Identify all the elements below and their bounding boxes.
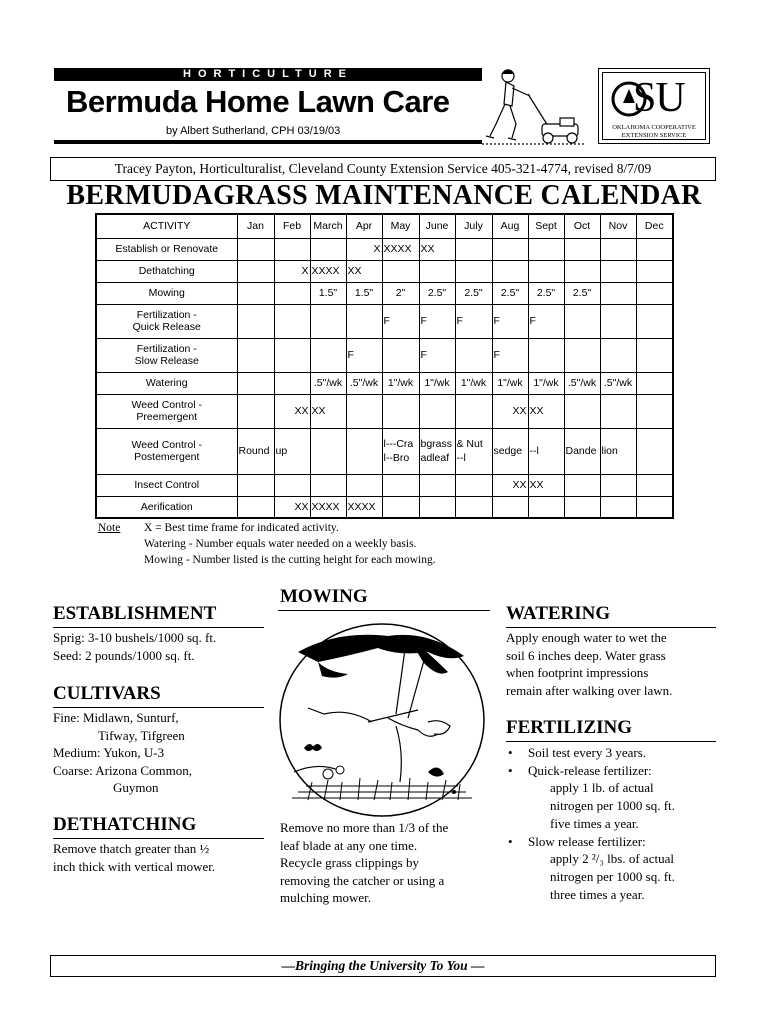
author-line: Tracey Payton, Horticulturalist, Cleveland County Extension Service 405-321-4774, revised 8/7/09: [50, 157, 716, 181]
table-cell: [310, 428, 346, 474]
table-cell: [564, 474, 600, 496]
table-cell: [636, 260, 673, 282]
table-cell: [636, 496, 673, 518]
table-cell: [600, 394, 636, 428]
cultivars-rule: [53, 707, 264, 708]
document-title: Bermuda Home Lawn Care: [66, 84, 450, 119]
activity-label-line: Aerification: [140, 500, 193, 513]
table-row: [96, 304, 673, 338]
table-cell: F: [419, 304, 455, 338]
byline: by Albert Sutherland, CPH 03/19/03: [166, 125, 341, 137]
activity-label-line: Fertilization -: [136, 309, 197, 321]
activity-cell: [96, 338, 237, 372]
table-cell: XXXX: [310, 496, 346, 518]
table-cell: [237, 474, 274, 496]
table-cell-part: adleaf: [420, 452, 450, 464]
calendar-title: BERMUDAGRASS MAINTENANCE CALENDAR: [66, 180, 702, 211]
table-cell: 2.5": [492, 282, 528, 304]
activity-cell: [96, 304, 237, 338]
cultivars-fine-cont: Tifway, Tifgreen: [98, 727, 185, 743]
table-cell: XX: [346, 260, 382, 282]
table-cell-part: l---Cra: [383, 438, 414, 450]
table-cell: [237, 304, 274, 338]
section-label-bar: HORTICULTURE: [54, 68, 482, 81]
table-cell: [564, 238, 600, 260]
table-cell: F: [528, 304, 564, 338]
table-cell: [528, 238, 564, 260]
table-cell: X: [346, 238, 382, 260]
title-rule: [54, 140, 482, 144]
table-cell: [419, 394, 455, 428]
cultivars-medium: Medium: Yukon, U-3: [53, 745, 165, 760]
table-cell: up: [274, 428, 310, 474]
table-cell: [237, 496, 274, 518]
activity-label-line: Insect Control: [134, 479, 200, 491]
cultivars-fine: Fine: Midlawn, Sunturf,: [53, 710, 179, 725]
table-cell: [636, 304, 673, 338]
activity-cell: [96, 496, 237, 518]
table-cell: [455, 338, 492, 372]
mowing-line-3: Recycle grass clippings by: [280, 855, 419, 870]
table-cell: XX: [274, 496, 310, 518]
table-cell: [636, 372, 673, 394]
column-header-nov: Nov: [600, 214, 636, 238]
fertilizing-item-quick-release: • Quick-release fertilizer: apply 1 lb. of actual nitrogen per 1000 sq. ft. five times a year.: [508, 762, 675, 831]
watering-text: [506, 629, 672, 699]
watering-heading: WATERING: [506, 603, 611, 624]
table-cell: [419, 260, 455, 282]
table-cell: [564, 304, 600, 338]
table-cell: [419, 474, 455, 496]
bullet-icon: •: [508, 762, 513, 778]
table-cell: .5"/wk: [310, 372, 346, 394]
table-cell: 2.5": [564, 282, 600, 304]
mowing-line-4: removing the catcher or using a: [280, 872, 445, 888]
table-cell: [274, 282, 310, 304]
activity-label-line: Establish or Renovate: [115, 243, 219, 255]
table-cell: --l: [528, 428, 564, 474]
table-cell: Round: [237, 428, 274, 474]
dethatching-line-2: inch thick with vertical mower.: [53, 858, 216, 874]
table-row: [96, 238, 673, 260]
logo-line-1: OKLAHOMA COOPERATIVE: [612, 124, 696, 131]
mowing-heading: MOWING: [280, 586, 368, 607]
table-cell: [600, 304, 636, 338]
maintenance-calendar-table: [95, 213, 674, 519]
table-cell: 1"/wk: [492, 372, 528, 394]
bullet-icon: •: [508, 745, 513, 760]
table-cell: XXXX: [382, 238, 419, 260]
table-cell: [237, 394, 274, 428]
table-cell: [600, 496, 636, 518]
table-cell: [237, 338, 274, 372]
table-cell-part: & Nut: [456, 438, 483, 450]
table-cell: [455, 428, 492, 474]
column-header-sept: Sept: [528, 214, 564, 238]
cultivars-coarse-cont: Guymon: [113, 780, 159, 795]
mowing-text: [280, 819, 448, 907]
table-cell: [492, 496, 528, 518]
table-cell: [382, 260, 419, 282]
column-header-feb: Feb: [274, 214, 310, 238]
watering-line-2: soil 6 inches deep. Water grass: [506, 647, 666, 663]
table-row: [96, 338, 673, 372]
table-row: [96, 372, 673, 394]
mowing-rule: [278, 610, 490, 611]
logo-letters: SU: [633, 75, 685, 121]
dethatching-heading: DETHATCHING: [53, 814, 197, 835]
table-cell: [600, 338, 636, 372]
watering-rule: [506, 627, 716, 628]
girl-on-swing-illustration: [278, 622, 486, 818]
table-cell: XX: [528, 394, 564, 428]
table-cell: [600, 238, 636, 260]
dethatching-text: [53, 840, 215, 875]
table-cell: sedge: [492, 428, 528, 474]
note-label: Note: [98, 522, 121, 534]
table-cell-part: l--Bro: [383, 452, 410, 464]
table-cell: F: [382, 304, 419, 338]
establishment-seed: Seed: 2 pounds/1000 sq. ft.: [53, 647, 195, 663]
cultivars-coarse: Coarse: Arizona Common,: [53, 762, 193, 778]
establishment-sprig: Sprig: 3-10 bushels/1000 sq. ft.: [53, 630, 217, 645]
table-cell: [310, 338, 346, 372]
fertilizing-heading: FERTILIZING: [506, 717, 633, 738]
table-cell: [382, 338, 419, 372]
activity-cell: [96, 394, 237, 428]
table-cell: XXXX: [310, 260, 346, 282]
activity-label-line: Postemergent: [134, 451, 200, 463]
table-cell: 2.5": [419, 282, 455, 304]
mowing-line-1: Remove no more than 1/3 of the: [280, 820, 449, 835]
table-cell: [382, 474, 419, 496]
table-cell: [274, 338, 310, 372]
column-header-june: June: [419, 214, 455, 238]
table-cell: [636, 238, 673, 260]
table-cell: [492, 238, 528, 260]
table-cell: .5"/wk: [346, 372, 382, 394]
table-cell: 2": [382, 282, 419, 304]
dethatching-line-1: Remove thatch greater than ½: [53, 841, 210, 856]
column-header-apr: Apr: [346, 214, 382, 238]
table-cell: [636, 338, 673, 372]
table-cell: [382, 394, 419, 428]
table-cell: XX: [274, 394, 310, 428]
table-cell: [310, 304, 346, 338]
mowing-line-2: leaf blade at any one time.: [280, 837, 418, 853]
table-cell: [600, 474, 636, 496]
table-cell: [636, 428, 673, 474]
table-cell: [528, 260, 564, 282]
table-cell: [600, 282, 636, 304]
table-cell: [419, 496, 455, 518]
table-cell: F: [346, 338, 382, 372]
table-cell: XXXX: [346, 496, 382, 518]
fertilizing-item-slow-release: • Slow release fertilizer: apply 2 ²/₃ lbs. of actual nitrogen per 1000 sq. ft. three times a year.: [508, 833, 675, 902]
establishment-text: [53, 629, 216, 664]
table-cell: [528, 496, 564, 518]
table-cell: F: [419, 338, 455, 372]
table-row: [96, 474, 673, 496]
dethatching-rule: [53, 838, 264, 839]
table-cell: [455, 260, 492, 282]
fertilizing-rule: [506, 741, 716, 742]
table-cell: .5"/wk: [600, 372, 636, 394]
table-cell: [346, 428, 382, 474]
table-cell: [528, 338, 564, 372]
table-row: [96, 394, 673, 428]
note-line-1: X = Best time frame for indicated activity.: [144, 522, 339, 534]
bullet-icon: •: [508, 833, 513, 849]
table-cell: XX: [492, 474, 528, 496]
table-cell: [237, 372, 274, 394]
watering-line-1: Apply enough water to wet the: [506, 630, 667, 645]
table-cell-part: bgrass: [420, 438, 453, 450]
mowing-line-5: mulching mower.: [280, 890, 371, 905]
table-cell: 2.5": [528, 282, 564, 304]
table-cell: [636, 394, 673, 428]
table-cell: X: [274, 260, 310, 282]
table-cell: [455, 394, 492, 428]
table-cell: .5"/wk: [564, 372, 600, 394]
table-cell: [346, 474, 382, 496]
table-cell: [564, 394, 600, 428]
table-cell-part: --l: [456, 452, 466, 464]
table-cell: [237, 282, 274, 304]
table-cell: [636, 474, 673, 496]
activity-cell: [96, 428, 237, 474]
activity-cell: [96, 372, 237, 394]
column-header-july: July: [455, 214, 492, 238]
activity-label-line: Dethatching: [138, 265, 195, 277]
activity-label-line: Quick Release: [132, 321, 201, 333]
table-cell: [274, 238, 310, 260]
activity-cell: [96, 282, 237, 304]
table-cell: [310, 474, 346, 496]
activity-cell: [96, 238, 237, 260]
table-cell: 1"/wk: [382, 372, 419, 394]
table-cell: [564, 338, 600, 372]
table-cell: 2.5": [455, 282, 492, 304]
table-cell: [636, 282, 673, 304]
table-cell: 1"/wk: [455, 372, 492, 394]
watering-line-4: remain after walking over lawn.: [506, 682, 673, 698]
table-cell: [346, 394, 382, 428]
note-line-3: Mowing - Number listed is the cutting height for each mowing.: [144, 554, 436, 566]
column-header-jan: Jan: [237, 214, 274, 238]
table-cell: XX: [528, 474, 564, 496]
fertilizing-list: [506, 744, 726, 903]
activity-cell: [96, 260, 237, 282]
watering-line-3: when footprint impressions: [506, 665, 649, 680]
osu-extension-logo: [598, 68, 710, 144]
table-row: [96, 260, 673, 282]
table-cell: [274, 372, 310, 394]
activity-label-line: Weed Control -: [131, 439, 202, 451]
note-line-2: Watering - Number equals water needed on a weekly basis.: [144, 538, 417, 550]
column-header-oct: Oct: [564, 214, 600, 238]
footer-slogan: —Bringing the University To You —: [50, 955, 716, 977]
table-cell: [382, 496, 419, 518]
table-row: [96, 282, 673, 304]
table-cell: [455, 496, 492, 518]
table-row: [96, 496, 673, 518]
activity-label-line: Mowing: [148, 287, 185, 299]
table-cell: [564, 496, 600, 518]
column-header-may: May: [382, 214, 419, 238]
lawn-mower-illustration: [478, 66, 588, 148]
table-cell: F: [455, 304, 492, 338]
table-cell: 1.5": [310, 282, 346, 304]
table-cell: [382, 428, 419, 474]
activity-cell: [96, 474, 237, 496]
calendar-notes: [98, 520, 436, 568]
table-cell: [455, 474, 492, 496]
table-cell: [455, 238, 492, 260]
calendar-header-row: [96, 214, 673, 238]
table-cell: Dande: [564, 428, 600, 474]
fertilizing-item-soil-test: • Soil test every 3 years.: [508, 745, 647, 760]
table-cell: [310, 238, 346, 260]
establishment-rule: [53, 627, 264, 628]
table-cell: XX: [310, 394, 346, 428]
table-cell: F: [492, 338, 528, 372]
table-cell: XX: [492, 394, 528, 428]
table-cell: XX: [419, 238, 455, 260]
table-cell: [237, 238, 274, 260]
table-cell: 1"/wk: [419, 372, 455, 394]
activity-label-line: Preemergent: [136, 411, 198, 423]
activity-label-line: Fertilization -: [136, 343, 197, 355]
activity-label-line: Weed Control -: [131, 399, 202, 411]
column-header-aug: Aug: [492, 214, 528, 238]
table-cell: [274, 304, 310, 338]
table-cell: [237, 260, 274, 282]
table-cell: 1"/wk: [528, 372, 564, 394]
table-cell: [564, 260, 600, 282]
table-cell: [274, 474, 310, 496]
table-row: [96, 428, 673, 474]
table-cell: [419, 428, 455, 474]
table-cell: [600, 260, 636, 282]
table-cell: F: [492, 304, 528, 338]
cultivars-heading: CULTIVARS: [53, 683, 161, 704]
table-cell: [346, 304, 382, 338]
table-cell: lion: [600, 428, 636, 474]
column-header-march: March: [310, 214, 346, 238]
table-cell: [492, 260, 528, 282]
column-header-activity: ACTIVITY: [96, 214, 237, 238]
table-cell: 1.5": [346, 282, 382, 304]
cultivars-text: [53, 709, 192, 797]
establishment-heading: ESTABLISHMENT: [53, 603, 217, 624]
column-header-dec: Dec: [636, 214, 673, 238]
logo-line-2: EXTENSION SERVICE: [621, 132, 687, 139]
activity-label-line: Watering: [145, 377, 188, 389]
activity-label-line: Slow Release: [134, 355, 199, 367]
